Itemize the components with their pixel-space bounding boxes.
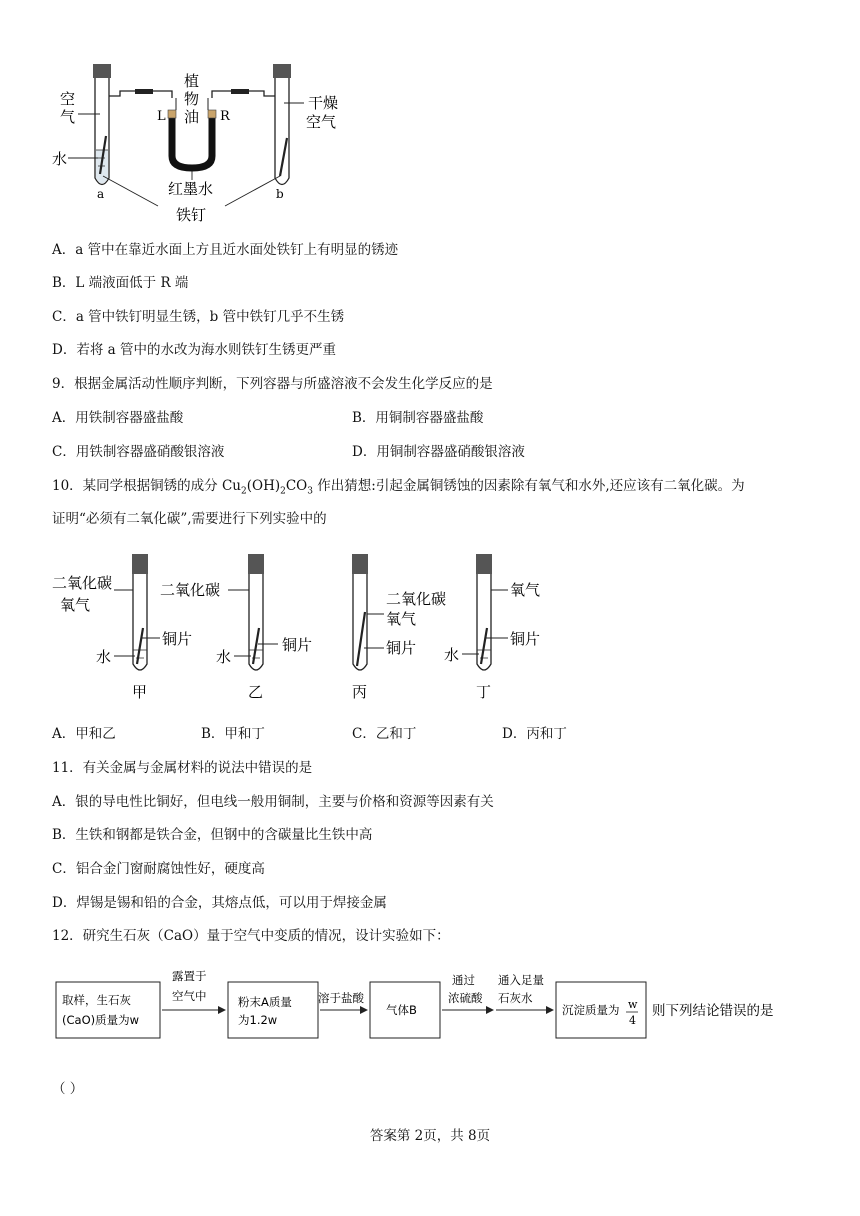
fig1-left-gas-1: 空 xyxy=(60,90,76,108)
flow-arrow1-line2: 空气中 xyxy=(172,989,207,1003)
fig1-water-label: 水 xyxy=(52,150,68,168)
tube-b xyxy=(273,64,291,185)
tube-a xyxy=(93,64,111,185)
q9-option-d: D．用铜制容器盛硝酸银溶液 xyxy=(352,444,525,460)
q8-option-c: C．a 管中铁钉明显生锈，b 管中铁钉几乎不生锈 xyxy=(52,309,345,325)
q9-option-a: A．用铁制容器盛盐酸 xyxy=(52,410,184,426)
fig2-bing-o2: 氧气 xyxy=(386,610,417,628)
copper-tubes-figure xyxy=(52,552,572,702)
q12-stem: 12．研究生石灰（CaO）量于空气中变质的情况，设计实验如下： xyxy=(52,928,450,944)
q11-option-b: B．生铁和钢都是铁合金，但钢中的含碳量比生铁中高 xyxy=(52,827,373,843)
flow-fraction-numerator: w xyxy=(628,998,638,1011)
fig2-jia-co2: 二氧化碳 xyxy=(52,574,113,592)
q9-stem: 9．根据金属活动性顺序判断，下列容器与所盛溶液不会发生化学反应的是 xyxy=(52,376,493,392)
q10-sub: 2 xyxy=(241,486,247,497)
fig1-tube-a-label: a xyxy=(97,187,105,201)
fig1-nail-label: 铁钉 xyxy=(176,206,207,224)
q10-stem-mid: (OH) xyxy=(246,478,281,494)
q8-option-d: D．若将 a 管中的水改为海水则铁钉生锈更严重 xyxy=(52,342,336,358)
fig1-L-label: L xyxy=(157,109,166,124)
fig2-label-yi: 乙 xyxy=(248,683,264,701)
fig2-yi-co2: 二氧化碳 xyxy=(160,581,221,599)
flow-arrow3-line2: 浓硫酸 xyxy=(448,991,483,1005)
flow-box2-line1: 粉末A质量 xyxy=(238,995,292,1009)
tube-ding xyxy=(462,554,508,670)
flow-arrow3-line1: 通过 xyxy=(452,973,475,987)
fig2-ding-cu: 铜片 xyxy=(510,630,541,648)
flow-box4-label: 沉淀质量为 xyxy=(562,1003,620,1017)
flow-box1-line2: (CaO)质量为w xyxy=(62,1013,140,1027)
fig1-ink-label: 红墨水 xyxy=(168,180,214,198)
q8-option-b: B．L 端液面低于 R 端 xyxy=(52,275,189,291)
fig2-jia-cu: 铜片 xyxy=(162,630,193,648)
q12-tail: 则下列结论错误的是 xyxy=(652,1003,774,1019)
fig1-oil-3: 油 xyxy=(184,108,200,126)
q8-option-a: A．a 管中在靠近水面上方且近水面处铁钉上有明显的锈迹 xyxy=(52,242,399,258)
fig2-label-jia: 甲 xyxy=(132,683,148,701)
q11-option-d: D．焊锡是锡和铅的合金，其熔点低，可以用于焊接金属 xyxy=(52,895,387,911)
fig2-jia-water: 水 xyxy=(96,648,112,666)
q11-option-a: A．银的导电性比铜好，但电线一般用铜制，主要与价格和资源等因素有关 xyxy=(52,794,494,810)
fig1-oil-2: 物 xyxy=(184,90,200,108)
q10-stem-post: 作出猜想:引起金属铜锈蚀的因素除有氧气和水外,还应该有二氧化碳。为 xyxy=(312,478,745,494)
flow-arrow2-label: 溶于盐酸 xyxy=(318,991,364,1005)
tube-bing xyxy=(352,554,384,670)
rust-apparatus-figure xyxy=(40,58,380,230)
fig2-label-bing: 丙 xyxy=(352,683,368,701)
flow-box3-label: 气体B xyxy=(386,1003,417,1017)
q10-stem-co: CO xyxy=(285,478,308,494)
flow-box2-line2: 为1.2w xyxy=(238,1013,278,1027)
fig1-tube-b-label: b xyxy=(276,187,284,201)
q11-stem: 11．有关金属与金属材料的说法中错误的是 xyxy=(52,760,313,776)
q9-option-b: B．用铜制容器盛盐酸 xyxy=(352,410,484,426)
tube-yi xyxy=(228,554,278,670)
flow-box1-line1: 取样，生石灰 xyxy=(62,993,131,1007)
q10-stem-line2: 证明“必须有二氧化碳”,需要进行下列实验中的 xyxy=(52,511,327,527)
page-footer: 答案第 2页，共 8页 xyxy=(369,1128,491,1144)
flow-arrow4-line2: 石灰水 xyxy=(498,991,533,1005)
fig1-dry-2: 空气 xyxy=(306,113,337,131)
q10-stem-pre: 10．某同学根据铜锈的成分 Cu xyxy=(52,478,241,494)
fig1-left-gas-2: 气 xyxy=(60,108,76,126)
q10-option-c: C．乙和丁 xyxy=(352,726,417,742)
q10-option-b: B．甲和丁 xyxy=(201,726,265,742)
q10-sub: 2 xyxy=(280,486,286,497)
flow-arrow4-line1: 通入足量 xyxy=(498,973,544,987)
fig1-oil-1: 植 xyxy=(184,72,200,90)
fig2-bing-cu: 铜片 xyxy=(386,639,417,657)
q9-option-c: C．用铁制容器盛硝酸银溶液 xyxy=(52,444,225,460)
fig1-dry-1: 干燥 xyxy=(308,94,339,112)
q11-option-c: C．铝合金门窗耐腐蚀性好，硬度高 xyxy=(52,861,265,877)
q10-option-a: A．甲和乙 xyxy=(52,726,116,742)
flow-fraction-denominator: 4 xyxy=(629,1014,636,1027)
fig2-ding-o2: 氧气 xyxy=(510,581,541,599)
fig2-ding-water: 水 xyxy=(444,646,460,664)
flow-arrow1-line1: 露置于 xyxy=(172,969,207,983)
fig2-jia-o2: 氧气 xyxy=(60,596,91,614)
q10-option-d: D．丙和丁 xyxy=(502,726,567,742)
q10-stem xyxy=(52,477,745,501)
tube-jia xyxy=(114,554,160,670)
fig2-yi-cu: 铜片 xyxy=(282,636,313,654)
fig2-yi-water: 水 xyxy=(216,648,232,666)
fig2-bing-co2: 二氧化碳 xyxy=(386,590,447,608)
q10-sub: 3 xyxy=(307,486,313,497)
fig1-R-label: R xyxy=(220,109,230,124)
fig2-label-ding: 丁 xyxy=(476,683,492,701)
q12-answer-paren: （ ） xyxy=(52,1081,84,1097)
lime-flowchart xyxy=(50,962,810,1042)
